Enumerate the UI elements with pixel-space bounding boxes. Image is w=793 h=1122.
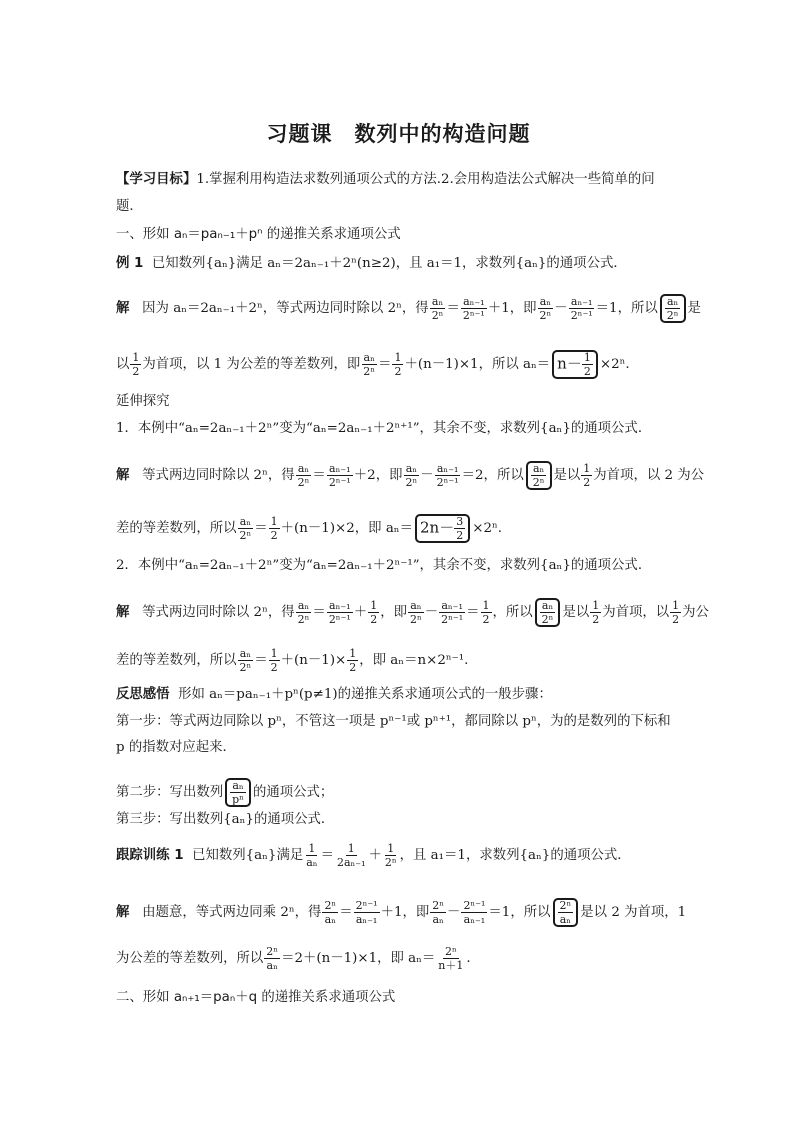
sequence-brace: $\frac{\text{aₙ}}{\text{2ⁿ}}$ — [535, 598, 561, 627]
fraction-an1-over-2n1: $\frac{\text{aₙ₋₁}}{\text{2ⁿ⁻¹}}$ — [441, 599, 464, 626]
fraction-an-over-2n: $\frac{\text{aₙ}}{\text{2ⁿ}}$ — [239, 647, 252, 674]
extension-q2: 2．本例中“aₙ=2aₙ₋₁＋2ⁿ”变为“aₙ=2aₙ₋₁＋2ⁿ⁻¹”，其余不变，求数列{aₙ}的通项公式． — [116, 558, 652, 573]
fraction-an-over-2n: $\frac{\text{aₙ}}{\text{2ⁿ}}$ — [297, 599, 310, 626]
fraction-an1-over-2n1: $\frac{\text{aₙ₋₁}}{\text{2ⁿ⁻¹}}$ — [328, 462, 351, 489]
example1-solution-label: 解 — [116, 301, 130, 316]
fraction-an-over-2n: $\frac{\text{aₙ}}{\text{2ⁿ}}$ — [409, 599, 422, 626]
fraction-an-over-2n: $\frac{\text{aₙ}}{\text{2ⁿ}}$ — [363, 351, 376, 378]
fraction-2n-over-an: $\frac{\text{2ⁿ}}{\text{aₙ}}$ — [432, 899, 445, 926]
fraction-1-over-2n: $\frac{1}{\text{2ⁿ}}$ — [384, 842, 397, 869]
fraction-2n-over-n-plus-1: $\frac{\text{2ⁿ}}{n+1}$ — [438, 945, 464, 972]
sequence-brace: $\frac{\text{aₙ}}{\text{2ⁿ}}$ — [526, 461, 552, 490]
extension-s1-line-1: 解 等式两边同时除以 2ⁿ，得 $\frac{\text{aₙ}}{\text{2ⁿ}}$ ＝ $\frac{\text{aₙ₋₁}}{\text{2ⁿ⁻¹}}$ ＋2，即 $\frac{\text{aₙ}}{\text{2ⁿ}}$ － $\frac{\text{aₙ₋₁}}{\text{2ⁿ⁻¹}}$ ＝2，所以 $\frac{\text{aₙ}}{\text{2ⁿ}}$ 是以 $\frac{1}{2}$ 为首项，以 2 为公 — [116, 462, 705, 489]
training1-label: 跟踪训练 1 — [116, 848, 184, 863]
training1-problem-line: 跟踪训练 1 已知数列{aₙ}满足 $\frac{1}{\text{aₙ}}$ ＝ $\frac{1}{\text{2aₙ₋₁}}$ ＋ $\frac{1}{\text{2ⁿ}}$ ，且 a₁＝1，求数列{aₙ}的通项公式． — [116, 842, 631, 869]
example1-solution-line-2: 以 $\frac{1}{2}$ 为首项，以 1 为公差的等差数列，即 $\frac{\text{aₙ}}{\text{2ⁿ}}$ ＝ $\frac{1}{2}$ ＋(n－1)×1，所以 aₙ＝ n－ $\frac{1}{2}$ ×2ⁿ. — [116, 351, 630, 378]
page-title: 习题课 数列中的构造问题 — [266, 122, 531, 146]
fraction-one-half: $\frac{1}{2}$ — [132, 351, 140, 378]
sequence-brace-an-over-pn: $\frac{\text{aₙ}}{\text{pⁿ}}$ — [225, 778, 251, 807]
fraction-1-over-2an1: $\frac{1}{\text{2aₙ₋₁}}$ — [336, 842, 366, 869]
fraction-one-half: $\frac{1}{2}$ — [482, 599, 490, 626]
example1-problem: 已知数列{aₙ}满足 aₙ＝2aₙ₋₁＋2ⁿ(n≥2)，且 a₁＝1，求数列{aₙ}的通项公式． — [151, 256, 627, 271]
fraction-an1-over-2n1: $\frac{\text{aₙ₋₁}}{\text{2ⁿ⁻¹}}$ — [436, 462, 459, 489]
fraction-1-over-an: $\frac{1}{\text{aₙ}}$ — [306, 842, 318, 869]
paren-2n-minus-three-halves: 2n－ $\frac{3}{2}$ — [415, 514, 470, 543]
reflection-step-2: 第二步：写出数列 $\frac{\text{aₙ}}{\text{pⁿ}}$ 的通项公式； — [116, 779, 334, 806]
fraction-an-over-2n: $\frac{\text{aₙ}}{\text{2ⁿ}}$ — [539, 295, 552, 322]
sequence-brace: $\frac{\text{aₙ}}{\text{2ⁿ}}$ — [660, 294, 686, 323]
extension-heading: 延伸探究 — [116, 394, 170, 409]
fraction-an1-over-2n1: $\frac{\text{aₙ₋₁}}{\text{2ⁿ⁻¹}}$ — [462, 295, 485, 322]
fraction-2n1-over-an1: $\frac{\text{2ⁿ⁻¹}}{\text{aₙ₋₁}}$ — [463, 899, 486, 926]
objectives-text-1: 1.掌握利用构造法求数列通项公式的方法.2.会用构造法公式解决一些简单的问 — [196, 172, 655, 187]
fraction-an-over-2n: $\frac{\text{aₙ}}{\text{2ⁿ}}$ — [297, 462, 310, 489]
fraction-one-half: $\frac{1}{2}$ — [394, 351, 402, 378]
objectives-label: 【学习目标】 — [116, 172, 197, 187]
fraction-one-half: $\frac{1}{2}$ — [592, 599, 600, 626]
training1-solution-line-1: 解 由题意，等式两边同乘 2ⁿ，得 $\frac{\text{2ⁿ}}{\text{aₙ}}$ ＝ $\frac{\text{2ⁿ⁻¹}}{\text{aₙ₋₁}}$ ＋1，即 $\frac{\text{2ⁿ}}{\text{aₙ}}$ － $\frac{\text{2ⁿ⁻¹}}{\text{aₙ₋₁}}$ ＝1，所以 $\frac{\text{2ⁿ}}{\text{aₙ}}$ 是以 2 为首项，1 — [116, 899, 687, 926]
section2-heading: 二、形如 aₙ₊₁＝paₙ＋q 的递推关系求通项公式 — [116, 990, 396, 1005]
objectives-line-2: 题． — [116, 199, 143, 214]
fraction-one-half: $\frac{1}{2}$ — [370, 599, 378, 626]
example1-problem-line — [116, 254, 627, 274]
example1-solution-text-3: ＝1，所以 — [595, 301, 658, 316]
fraction-an1-over-2n1: $\frac{\text{aₙ₋₁}}{\text{2ⁿ⁻¹}}$ — [570, 295, 593, 322]
fraction-one-half: $\frac{1}{2}$ — [270, 647, 278, 674]
section1-heading: 一、形如 aₙ＝paₙ₋₁＋pⁿ 的递推关系求通项公式 — [116, 227, 401, 242]
reflection-line-1: 反思感悟 形如 aₙ＝paₙ₋₁＋pⁿ(p≠1)的递推关系求通项公式的一般步骤： — [116, 687, 552, 702]
fraction-one-half: $\frac{1}{2}$ — [583, 462, 591, 489]
fraction-one-half: $\frac{1}{2}$ — [672, 599, 680, 626]
example1-label: 例 1 — [116, 256, 144, 271]
extension-s1-line-2: 差的等差数列，所以 $\frac{\text{aₙ}}{\text{2ⁿ}}$ ＝ $\frac{1}{2}$ ＋(n－1)×2，即 aₙ＝ 2n－ $\frac{3}{2}$ ×2ⁿ. — [116, 515, 503, 542]
example1-solution-text-2: ＋1，即 — [487, 301, 537, 316]
fraction-an1-over-2n1: $\frac{\text{aₙ₋₁}}{\text{2ⁿ⁻¹}}$ — [328, 599, 351, 626]
example1-solution-text-1: 因为 aₙ＝2aₙ₋₁＋2ⁿ，等式两边同时除以 2ⁿ，得 — [142, 301, 429, 316]
reflection-label: 反思感悟 — [116, 687, 170, 702]
fraction-an-over-2n: $\frac{\text{aₙ}}{\text{2ⁿ}}$ — [431, 295, 444, 322]
extension-s2-line-1: 解 等式两边同时除以 2ⁿ，得 $\frac{\text{aₙ}}{\text{2ⁿ}}$ ＝ $\frac{\text{aₙ₋₁}}{\text{2ⁿ⁻¹}}$ ＋ $\frac{1}{2}$ ，即 $\frac{\text{aₙ}}{\text{2ⁿ}}$ － $\frac{\text{aₙ₋₁}}{\text{2ⁿ⁻¹}}$ ＝ $\frac{1}{2}$ ，所以 $\frac{\text{aₙ}}{\text{2ⁿ}}$ 是以 $\frac{1}{2}$ 为首项，以 $\frac{1}{2}$ 为公 — [116, 599, 709, 626]
paren-n-minus-half: n－ $\frac{1}{2}$ — [552, 350, 598, 379]
reflection-step-1-cont: p 的指数对应起来． — [116, 740, 236, 755]
fraction-one-half: $\frac{1}{2}$ — [270, 515, 278, 542]
objectives-line-1 — [116, 170, 655, 190]
fraction-2n-over-an: $\frac{\text{2ⁿ}}{\text{aₙ}}$ — [266, 945, 279, 972]
fraction-2n-over-an: $\frac{\text{2ⁿ}}{\text{aₙ}}$ — [324, 899, 337, 926]
example1-solution-line-1: 解 因为 aₙ＝2aₙ₋₁＋2ⁿ，等式两边同时除以 2ⁿ，得 $\frac{\text{aₙ}}{\text{2ⁿ}}$ ＝ $\frac{\text{aₙ₋₁}}{\text{2ⁿ⁻¹}}$ ＋1，即 $\frac{\text{aₙ}}{\text{2ⁿ}}$ － $\frac{\text{aₙ₋₁}}{\text{2ⁿ⁻¹}}$ ＝1，所以 $\frac{\text{aₙ}}{\text{2ⁿ}}$ 是 — [116, 295, 701, 322]
fraction-an-over-2n: $\frac{\text{aₙ}}{\text{2ⁿ}}$ — [405, 462, 418, 489]
fraction-one-half: $\frac{1}{2}$ — [349, 647, 357, 674]
training1-solution-line-2: 为公差的等差数列，所以 $\frac{\text{2ⁿ}}{\text{aₙ}}$ ＝2＋(n－1)×1，即 aₙ＝ $\frac{\text{2ⁿ}}{n+1}$ . — [116, 945, 471, 972]
fraction-2n1-over-an1: $\frac{\text{2ⁿ⁻¹}}{\text{aₙ₋₁}}$ — [355, 899, 378, 926]
extension-q1: 1．本例中“aₙ=2aₙ₋₁＋2ⁿ”变为“aₙ=2aₙ₋₁＋2ⁿ⁺¹”，其余不变，求数列{aₙ}的通项公式． — [116, 421, 652, 436]
extension-s2-line-2: 差的等差数列，所以 $\frac{\text{aₙ}}{\text{2ⁿ}}$ ＝ $\frac{1}{2}$ ＋(n－1)× $\frac{1}{2}$ ，即 aₙ＝n×2ⁿ⁻¹. — [116, 647, 469, 674]
fraction-an-over-2n: $\frac{\text{aₙ}}{\text{2ⁿ}}$ — [239, 515, 252, 542]
sequence-brace-2n-over-an: $\frac{\text{2ⁿ}}{\text{aₙ}}$ — [553, 898, 579, 927]
reflection-step-1: 第一步：等式两边同除以 pⁿ，不管这一项是 pⁿ⁻¹或 pⁿ⁺¹，都同除以 pⁿ，为的是数列的下标和 — [116, 714, 671, 729]
reflection-step-3: 第三步：写出数列{aₙ}的通项公式． — [116, 812, 335, 827]
example1-solution-text-4: 是 — [687, 301, 701, 316]
